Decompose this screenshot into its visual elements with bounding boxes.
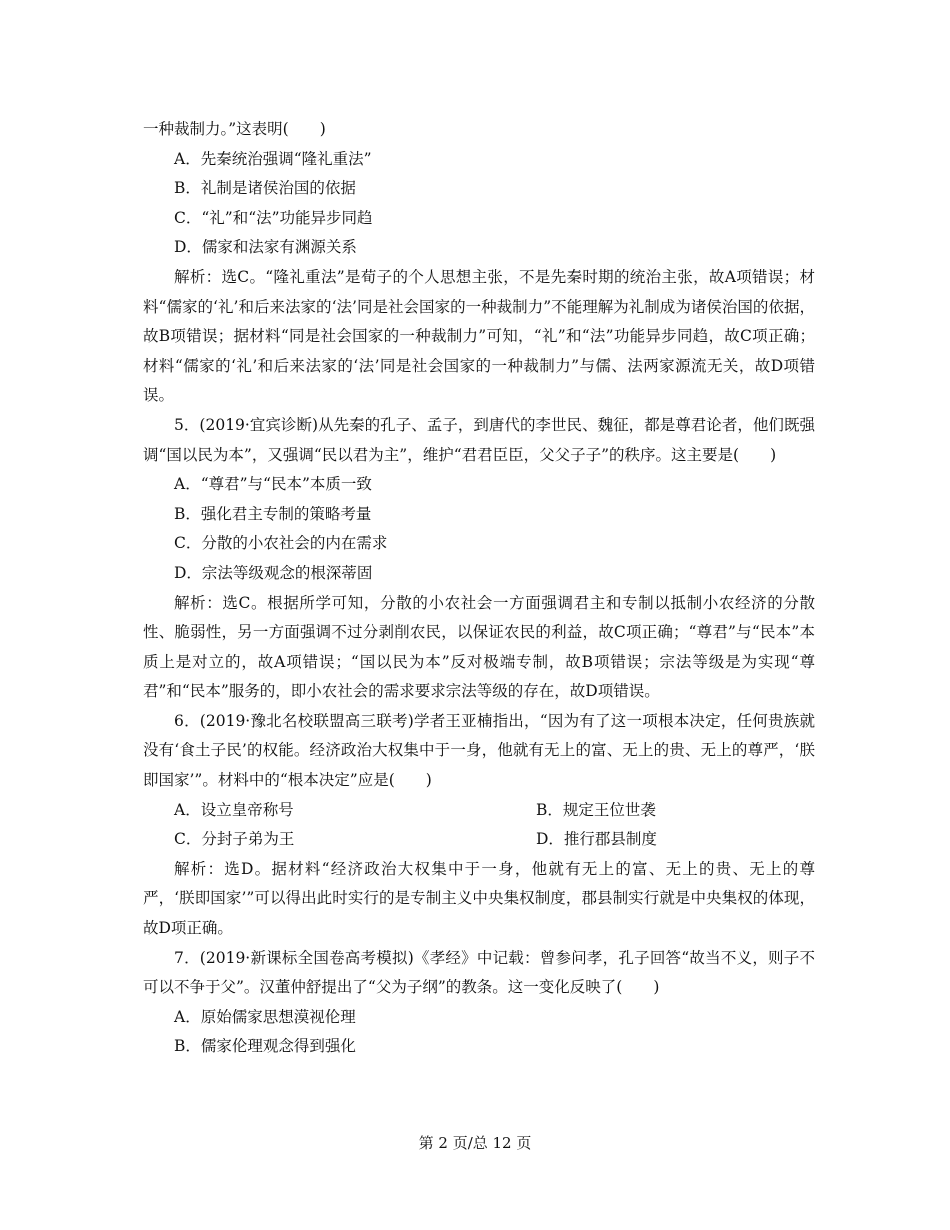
question-6-options-row-1 [143,796,815,826]
question-4-option-d: D．儒家和法家有渊源关系 [174,238,357,257]
question-4-analysis: 解析：选C。“隆礼重法”是荀子的个人思想主张，不是先秦时期的统治主张，故A项错误；材料“儒家的‘礼’和后来法家的‘法’同是社会国家的一种裁制力”不能理解为礼制成为诸侯治国的依据，故B项错误；据材料“同是社会国家的一种裁制力”可知，“礼”和“法”功能异步同趋，故C项正确；材料“儒家的‘礼’和后来法家的‘法’同是社会国家的一种裁制力”与儒、法两家源流无关，故D项错误。 [143,267,815,405]
question-5-option-c: C．分散的小农社会的内在需求 [174,534,388,553]
question-6-option-c: C．分封子弟为王 [174,830,295,849]
question-4-option-c: C．“礼”和“法”功能异步同趋 [174,208,373,227]
page-content [143,115,815,1062]
question-6-option-d: D．推行郡县制度 [536,830,657,849]
question-4-option-b: B．礼制是诸侯治国的依据 [174,179,356,198]
question-5-option-b: B．强化君主专制的策略考量 [174,504,372,523]
question-5-analysis: 解析：选C。根据所学可知，分散的小农社会一方面强调君主和专制以抵制小农经济的分散性、脆弱性，另一方面强调不过分剥削农民，以保证农民的利益，故C项正确；“尊君”与“民本”本质上是对立的，故A项错误；“国以民为本”反对极端专制，故B项错误；宗法等级是为实现“尊君”和“民本”服务的，即小农社会的需求要求宗法等级的存在，故D项错误。 [143,593,815,701]
question-7-option-a: A．原始儒家思想漠视伦理 [174,1007,356,1026]
question-4-option-a: A．先秦统治强调“隆礼重法” [174,149,372,168]
question-5-stem: 5．(2019·宜宾诊断)从先秦的孔子、孟子，到唐代的李世民、魏征，都是尊君论者，他们既强调“国以民为本”，又强调“民以君为主”，维护“君君臣臣，父父子子”的秩序。这主要是( ) [143,415,815,464]
question-6-options-row-2 [143,825,815,855]
question-6-stem: 6．(2019·豫北名校联盟高三联考)学者王亚楠指出，“因为有了这一项根本决定，任何贵族就没有‘食土子民’的权能。经济政治大权集中于一身，他就有无上的富、无上的贵、无上的尊严，‘朕即国家’”。材料中的“根本决定”应是( ) [143,711,815,790]
question-7-option-b: B．儒家伦理观念得到强化 [174,1037,356,1056]
question-5-option-d: D．宗法等级观念的根深蒂固 [174,563,373,582]
question-6-option-a: A．设立皇帝称号 [174,800,294,819]
page-number-footer: 第 2 页/总 12 页 [418,1134,532,1152]
question-6-analysis: 解析：选D。据材料“经济政治大权集中于一身，他就有无上的富、无上的贵、无上的尊严，‘朕即国家’”可以得出此时实行的是专制主义中央集权制度，郡县制实行就是中央集权的体现，故D项正确。 [143,859,815,938]
question-4-stem-end: 一种裁制力。”这表明( ) [143,120,326,138]
question-5-option-a: A．“尊君”与“民本”本质一致 [174,475,372,494]
question-7-stem: 7．(2019·新课标全国卷高考模拟)《孝经》中记载：曾参问孝，孔子回答“故当不义，则子不可以不争于父”。汉董仲舒提出了“父为子纲”的教条。这一变化反映了( ) [143,948,815,997]
question-6-option-b: B．规定王位世袭 [536,800,656,819]
